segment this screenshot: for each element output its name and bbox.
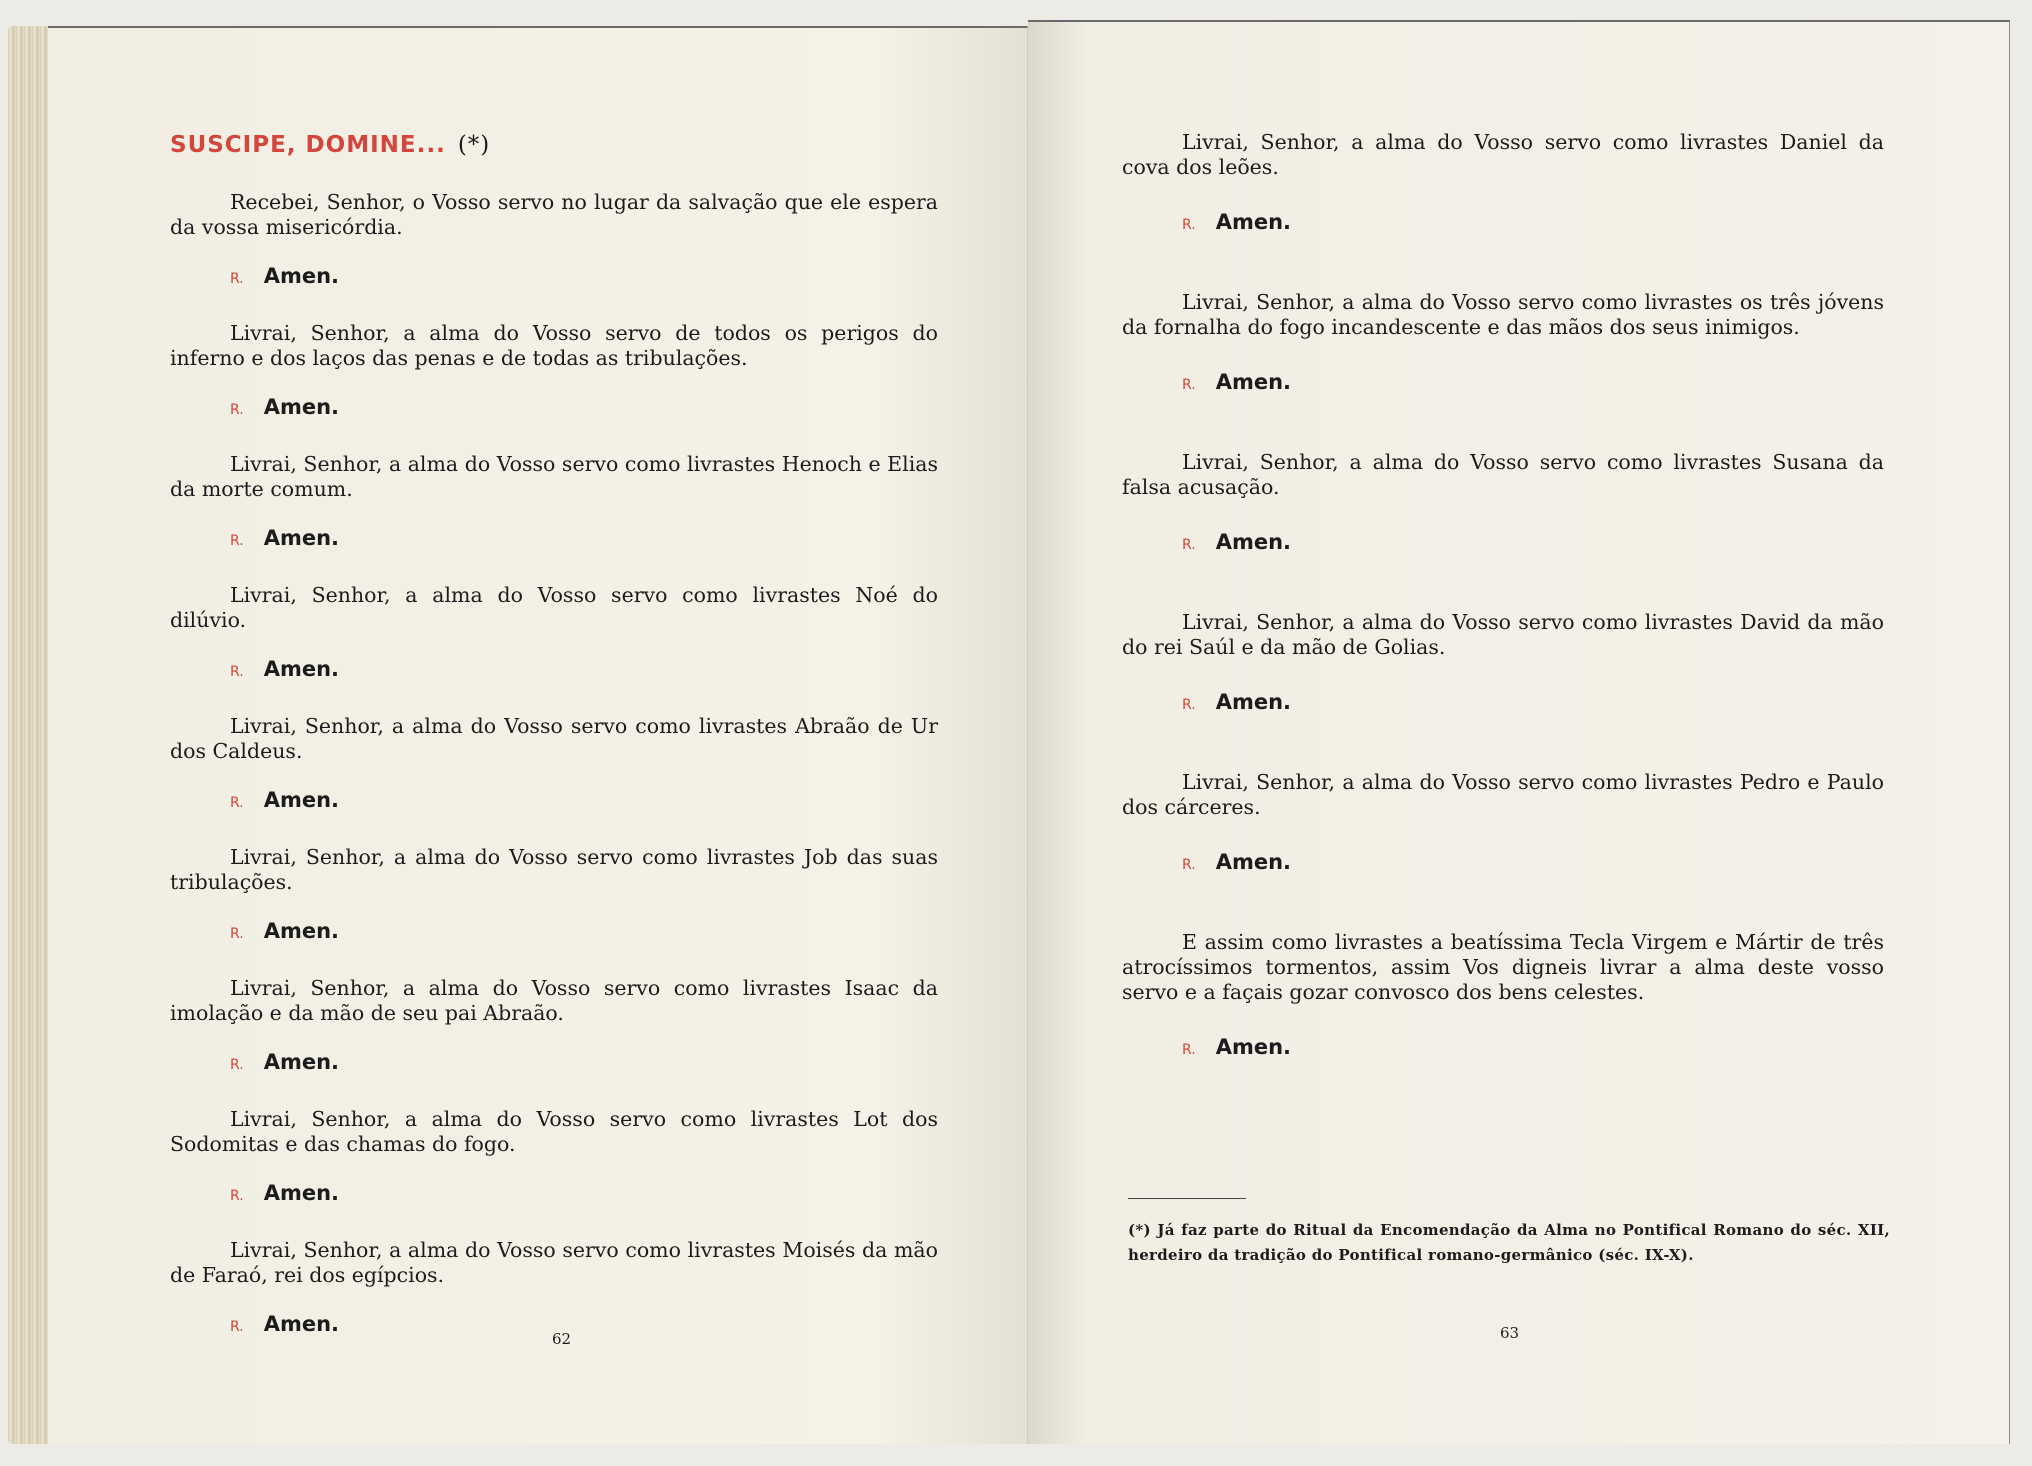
response-mark: R. — [230, 402, 244, 418]
response-line — [230, 395, 938, 419]
response-text: Amen. — [263, 657, 339, 681]
response-mark: R. — [1182, 697, 1196, 713]
response-line — [230, 1050, 938, 1074]
response-line — [230, 1181, 938, 1205]
response-text: Amen. — [263, 1312, 339, 1336]
prayer-paragraph: E assim como livrastes a beatíssima Tecla Virgem e Mártir de três atrocíssimos tormentos, assim Vos digneis livrar a alma deste vosso servo e a façais gozar convosco dos bens celestes. — [1122, 930, 1884, 1004]
response-line — [230, 264, 938, 288]
response-mark: R. — [230, 271, 244, 287]
footnote: (*) Já faz parte do Ritual da Encomendação da Alma no Pontifical Romano do séc. XII, herdeiro da tradição do Pontifical romano-germânico (séc. IX-X). — [1128, 1221, 1890, 1264]
response-line — [1182, 1035, 1884, 1059]
prayer-paragraph: Livrai, Senhor, a alma do Vosso servo como livrastes Moisés da mão de Faraó, rei dos egípcios. — [170, 1238, 938, 1287]
prayer-paragraph: Livrai, Senhor, a alma do Vosso servo como livrastes Lot dos Sodomitas e das chamas do fogo. — [170, 1107, 938, 1156]
response-line — [230, 526, 938, 550]
footnote-rule — [1128, 1198, 1246, 1199]
response-text: Amen. — [1215, 690, 1291, 714]
prayer-paragraph: Livrai, Senhor, a alma do Vosso servo de todos os perigos do inferno e dos laços das penas e de todas as tribulações. — [170, 321, 938, 370]
right-page — [1028, 20, 2010, 1444]
response-line — [230, 1312, 938, 1336]
response-text: Amen. — [263, 1181, 339, 1205]
response-text: Amen. — [1215, 370, 1291, 394]
prayer-paragraph: Livrai, Senhor, a alma do Vosso servo como livrastes Daniel da cova dos leões. — [1122, 130, 1884, 179]
response-text: Amen. — [1215, 530, 1291, 554]
response-text: Amen. — [263, 919, 339, 943]
prayer-paragraph: Livrai, Senhor, a alma do Vosso servo como livrastes Susana da falsa acusação. — [1122, 450, 1884, 499]
prayer-paragraph: Livrai, Senhor, a alma do Vosso servo como livrastes Job das suas tribulações. — [170, 845, 938, 894]
page-number: 62 — [552, 1330, 572, 1348]
response-mark: R. — [1182, 857, 1196, 873]
response-mark: R. — [230, 533, 244, 549]
response-line — [1182, 850, 1884, 874]
response-line — [230, 788, 938, 812]
response-line — [230, 919, 938, 943]
right-page-content — [1122, 130, 1884, 1115]
response-text: Amen. — [263, 1050, 339, 1074]
response-line — [1182, 690, 1884, 714]
response-mark: R. — [1182, 217, 1196, 233]
prayer-paragraph: Livrai, Senhor, a alma do Vosso servo como livrastes Henoch e Elias da morte comum. — [170, 452, 938, 501]
response-mark: R. — [230, 795, 244, 811]
response-line — [1182, 530, 1884, 554]
response-text: Amen. — [263, 264, 339, 288]
response-text: Amen. — [263, 526, 339, 550]
prayer-paragraph: Livrai, Senhor, a alma do Vosso servo como livrastes Noé do dilúvio. — [170, 583, 938, 632]
response-mark: R. — [230, 1057, 244, 1073]
page-number: 63 — [1500, 1324, 1520, 1342]
response-mark: R. — [230, 926, 244, 942]
prayer-paragraph: Livrai, Senhor, a alma do Vosso servo como livrastes Abraão de Ur dos Caldeus. — [170, 714, 938, 763]
response-text: Amen. — [263, 395, 339, 419]
response-mark: R. — [1182, 1042, 1196, 1058]
section-heading — [170, 132, 938, 158]
prayer-paragraph: Livrai, Senhor, a alma do Vosso servo como livrastes Isaac da imolação e da mão de seu pai Abraão. — [170, 976, 938, 1025]
response-line — [1182, 370, 1884, 394]
response-line — [1182, 210, 1884, 234]
prayer-paragraph: Livrai, Senhor, a alma do Vosso servo como livrastes os três jóvens da fornalha do fogo incandescente e das mãos dos seus inimigos. — [1122, 290, 1884, 339]
response-mark: R. — [230, 1319, 244, 1335]
response-text: Amen. — [1215, 210, 1291, 234]
response-mark: R. — [1182, 537, 1196, 553]
left-page-content — [170, 132, 938, 1369]
heading-footnote-marker: (*) — [457, 132, 491, 158]
response-line — [230, 657, 938, 681]
response-mark: R. — [1182, 377, 1196, 393]
prayer-paragraph: Recebei, Senhor, o Vosso servo no lugar da salvação que ele espera da vossa misericórdia. — [170, 190, 938, 239]
prayer-paragraph: Livrai, Senhor, a alma do Vosso servo como livrastes Pedro e Paulo dos cárceres. — [1122, 770, 1884, 819]
response-mark: R. — [230, 664, 244, 680]
left-page — [48, 26, 1028, 1444]
heading-title: SUSCIPE, DOMINE... — [170, 132, 446, 158]
response-mark: R. — [230, 1188, 244, 1204]
response-text: Amen. — [1215, 850, 1291, 874]
prayer-paragraph: Livrai, Senhor, a alma do Vosso servo como livrastes David da mão do rei Saúl e da mão de Golias. — [1122, 610, 1884, 659]
response-text: Amen. — [1215, 1035, 1291, 1059]
response-text: Amen. — [263, 788, 339, 812]
